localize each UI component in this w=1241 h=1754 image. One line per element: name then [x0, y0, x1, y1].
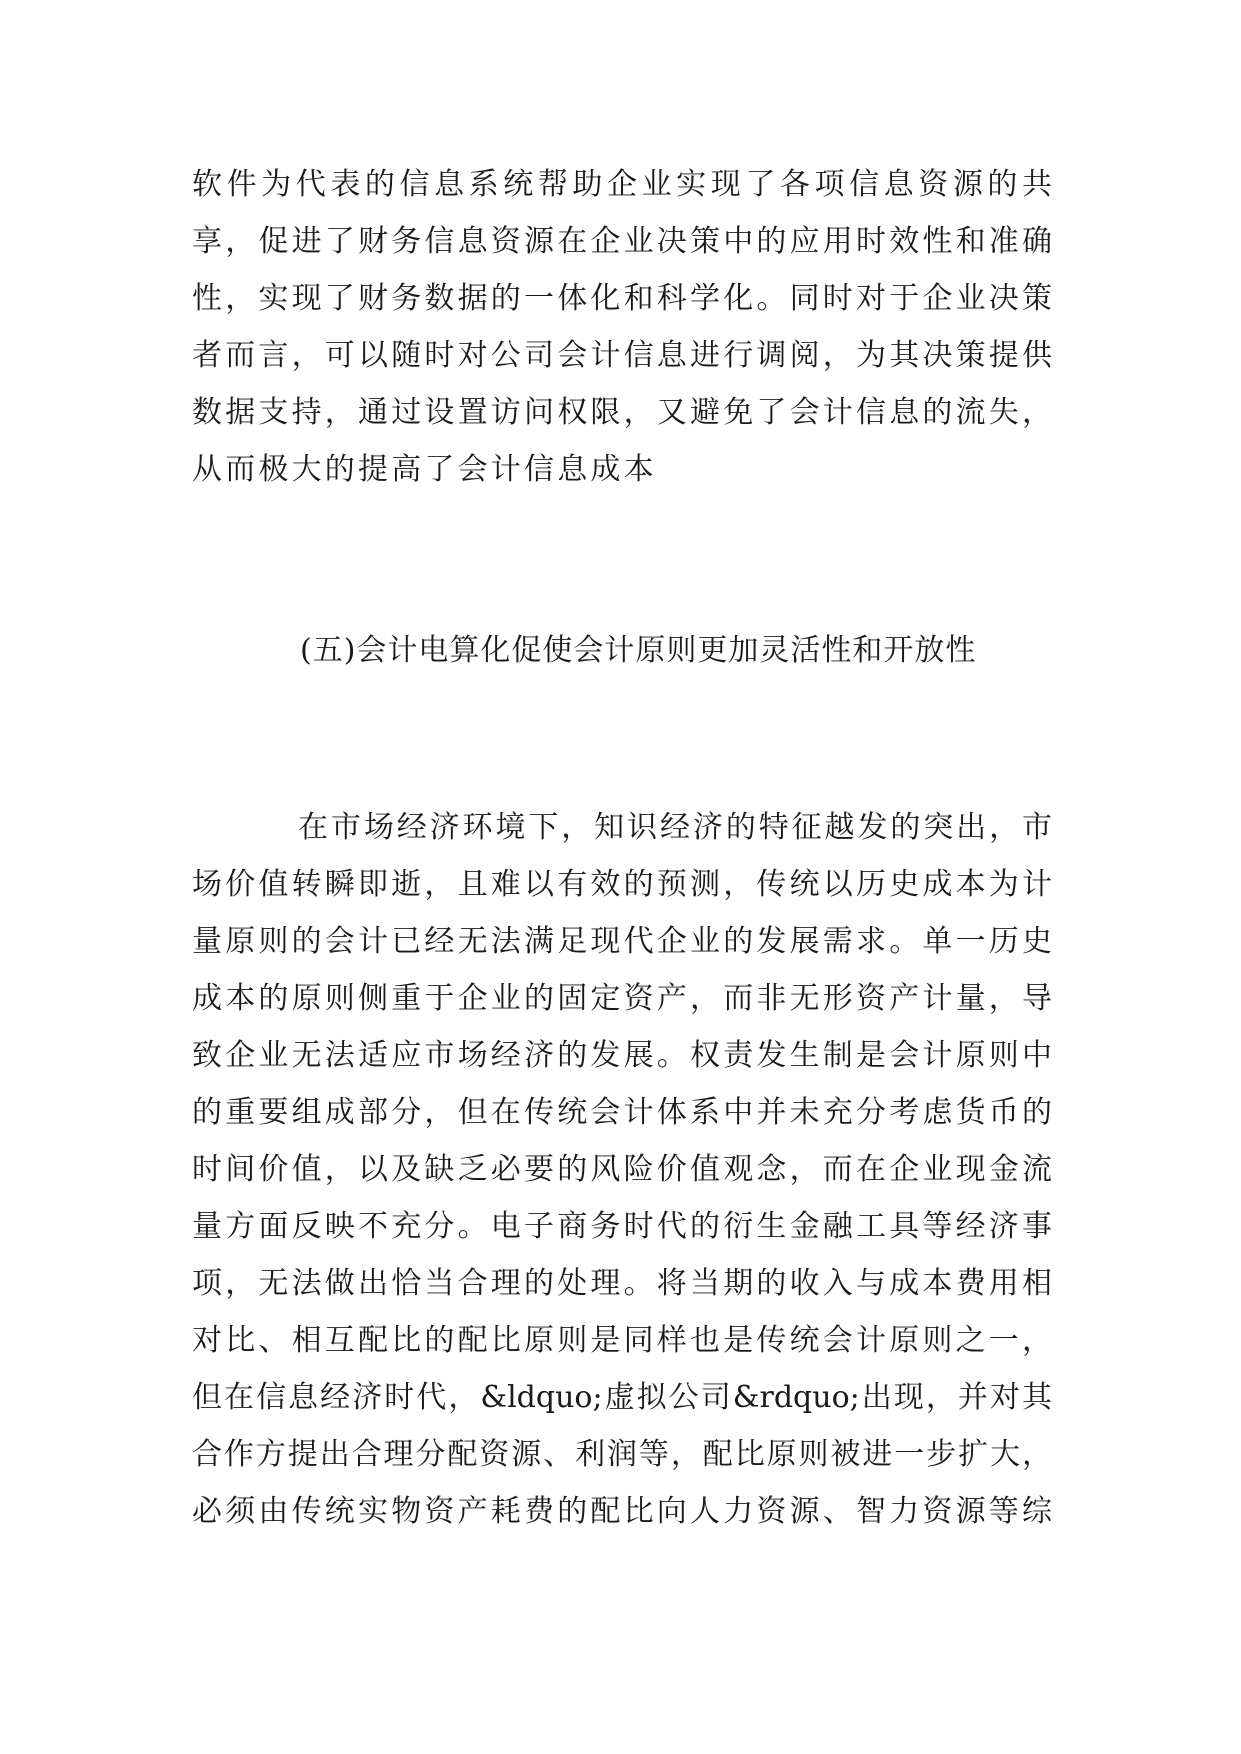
- paragraph-line: 合作方提出合理分配资源、利润等，配比原则被进一步扩大，: [192, 1437, 1052, 1472]
- paragraph-line: 成本的原则侧重于企业的固定资产，而非无形资产计量，导: [192, 981, 1052, 1016]
- paragraph-line: 数据支持，通过设置访问权限，又避免了会计信息的流失，: [192, 395, 1052, 430]
- paragraph-continuation: [192, 156, 1052, 498]
- paragraph-line: 致企业无法适应市场经济的发展。权责发生制是会计原则中: [192, 1038, 1052, 1073]
- paragraph-line: 从而极大的提高了会计信息成本: [192, 452, 657, 487]
- paragraph-line: 必须由传统实物资产耗费的配比向人力资源、智力资源等综: [192, 1494, 1052, 1529]
- paragraph-line: 项，无法做出恰当合理的处理。将当期的收入与成本费用相: [192, 1266, 1052, 1301]
- section-heading: (五)会计电算化促使会计原则更加灵活性和开放性: [300, 633, 977, 668]
- paragraph-line: 但在信息经济时代，&ldquo;虚拟公司&rdquo;出现，并对其: [192, 1380, 1052, 1415]
- paragraph-line: 在市场经济环境下，知识经济的特征越发的突出，市: [298, 810, 1052, 845]
- paragraph-line: 量原则的会计已经无法满足现代企业的发展需求。单一历史: [192, 924, 1052, 959]
- paragraph-line: 享，促进了财务信息资源在企业决策中的应用时效性和准确: [192, 224, 1052, 259]
- paragraph-line: 时间价值，以及缺乏必要的风险价值观念，而在企业现金流: [192, 1152, 1052, 1187]
- paragraph-line: 的重要组成部分，但在传统会计体系中并未充分考虑货币的: [192, 1095, 1052, 1130]
- paragraph-line: 量方面反映不充分。电子商务时代的衍生金融工具等经济事: [192, 1209, 1052, 1244]
- paragraph-line: 软件为代表的信息系统帮助企业实现了各项信息资源的共: [192, 167, 1052, 202]
- paragraph-line: 对比、相互配比的配比原则是同样也是传统会计原则之一，: [192, 1323, 1052, 1358]
- paragraph-line: 性，实现了财务数据的一体化和科学化。同时对于企业决策: [192, 281, 1052, 316]
- paragraph-line: 场价值转瞬即逝，且难以有效的预测，传统以历史成本为计: [192, 867, 1052, 902]
- paragraph-body: [192, 799, 1052, 1540]
- paragraph-line: 者而言，可以随时对公司会计信息进行调阅，为其决策提供: [192, 338, 1052, 373]
